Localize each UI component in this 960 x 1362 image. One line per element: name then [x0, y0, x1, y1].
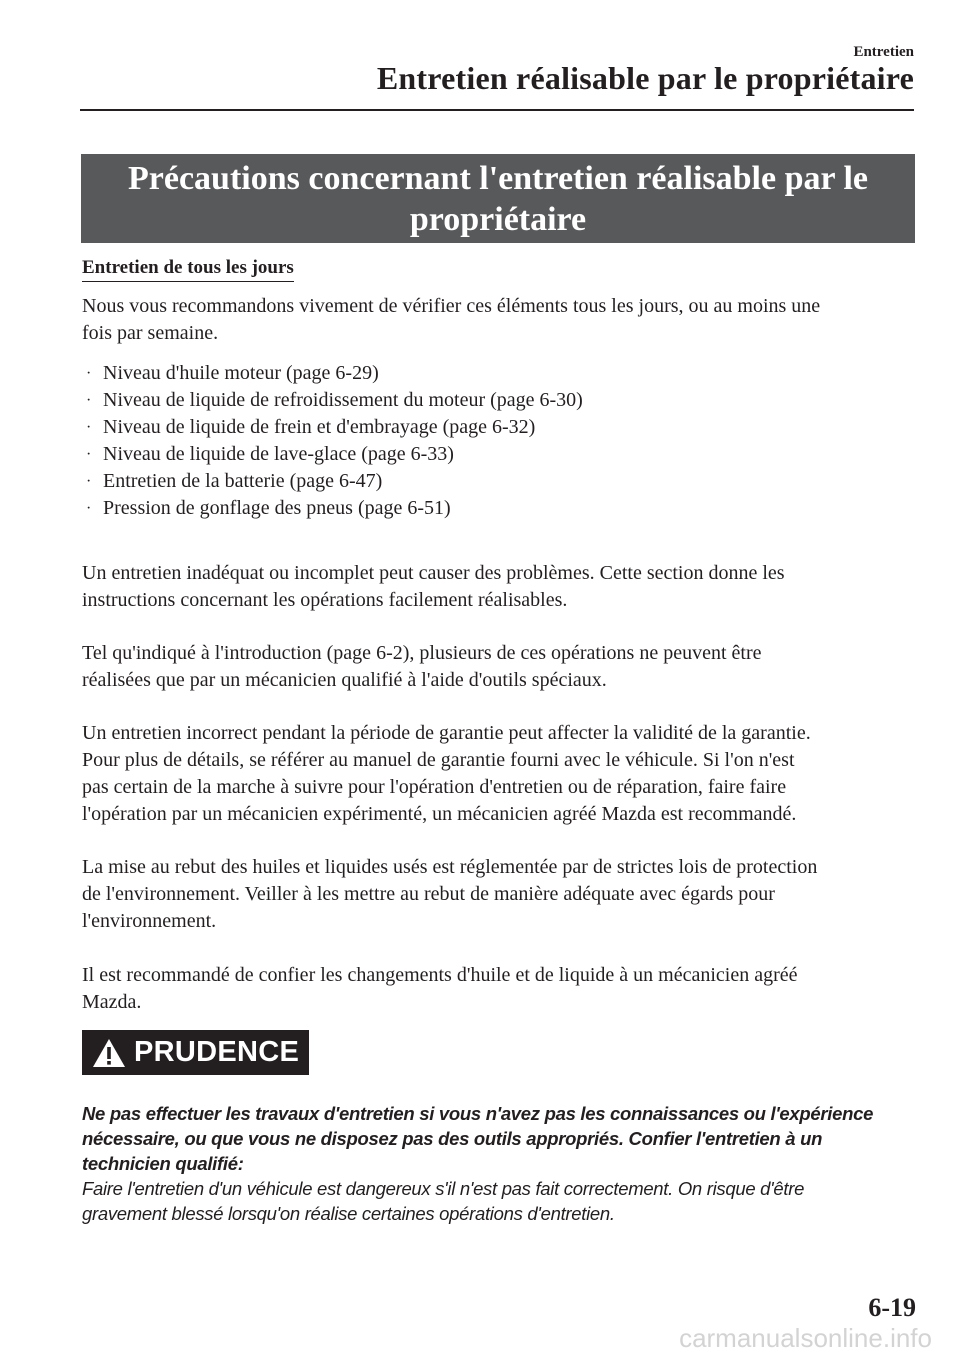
- text-line: instructions concernant les opérations facilement réalisables.: [82, 589, 568, 611]
- text-line: l'opération par un mécanicien expérimenté, un mécanicien agréé Mazda est recommandé.: [82, 803, 797, 825]
- paragraph-inadequate-maintenance: [82, 560, 920, 614]
- intro-paragraph: [82, 293, 920, 347]
- subheading-daily-maintenance: Entretien de tous les jours: [82, 257, 294, 282]
- bullet-icon: ·: [86, 419, 92, 436]
- text-line: pas certain de la marche à suivre pour l'opération d'entretien ou de réparation, faire faire: [82, 776, 787, 798]
- text-line: Pour plus de détails, se référer au manuel de garantie fourni avec le véhicule. Si l'on n'est: [82, 749, 795, 771]
- section-title-banner: [81, 154, 915, 243]
- caution-line: Faire l'entretien d'un véhicule est dangereux s'il n'est pas fait correctement. On risque d'être: [82, 1178, 805, 1199]
- text-line: Nous vous recommandons vivement de vérifier ces éléments tous les jours, ou au moins une: [82, 295, 821, 317]
- list-item: · Niveau de liquide de frein et d'embrayage (page 6-32): [86, 414, 583, 441]
- text-line: Un entretien incorrect pendant la période de garantie peut affecter la validité de la garantie.: [82, 722, 811, 744]
- text-line: Tel qu'indiqué à l'introduction (page 6-2), plusieurs de ces opérations ne peuvent être: [82, 642, 762, 664]
- list-item: · Niveau de liquide de refroidissement du moteur (page 6-30): [86, 387, 583, 414]
- header-divider: [80, 109, 914, 111]
- text-line: réalisées que par un mécanicien qualifié à l'aide d'outils spéciaux.: [82, 669, 607, 691]
- list-item: · Niveau d'huile moteur (page 6-29): [86, 360, 583, 387]
- text-line: Mazda.: [82, 991, 142, 1013]
- daily-check-list: [86, 360, 583, 522]
- section-title-line-1: Précautions concernant l'entretien réalisable par le: [128, 160, 868, 197]
- caution-message: [82, 1101, 920, 1226]
- watermark: carmanualsonline.info: [679, 1323, 932, 1353]
- caution-bold-line: nécessaire, ou que vous ne disposez pas des outils appropriés. Confier l'entretien à un: [82, 1128, 823, 1149]
- caution-label-box: [82, 1030, 309, 1075]
- bullet-icon: ·: [86, 473, 92, 490]
- list-item: · Niveau de liquide de lave-glace (page 6-33): [86, 441, 583, 468]
- paragraph-oil-change: [82, 962, 920, 1016]
- section-title-line-2: propriétaire: [409, 201, 587, 238]
- bullet-icon: ·: [86, 446, 92, 463]
- caution-label: PRUDENCE: [134, 1036, 300, 1068]
- text-line: de l'environnement. Veiller à les mettre au rebut de manière adéquate avec égards pour: [82, 883, 775, 905]
- running-header-chapter: Entretien réalisable par le propriétaire: [376, 60, 914, 96]
- bullet-icon: ·: [86, 500, 92, 517]
- list-item: · Entretien de la batterie (page 6-47): [86, 468, 583, 495]
- running-header-section: Entretien: [853, 44, 914, 60]
- paragraph-disposal: [82, 854, 920, 935]
- bullet-icon: ·: [86, 392, 92, 409]
- paragraph-warranty: [82, 720, 920, 828]
- text-line: Il est recommandé de confier les changements d'huile et de liquide à un mécanicien agréé: [82, 964, 798, 986]
- caution-bold-line: Ne pas effectuer les travaux d'entretien si vous n'avez pas les connaissances ou l'expérience: [82, 1103, 874, 1124]
- text-line: Un entretien inadéquat ou incomplet peut causer des problèmes. Cette section donne les: [82, 562, 785, 584]
- page-number: 6-19: [868, 1293, 916, 1322]
- warning-triangle-icon: [92, 1038, 126, 1068]
- caution-line: gravement blessé lorsqu'on réalise certaines opérations d'entretien.: [82, 1203, 615, 1224]
- text-line: l'environnement.: [82, 910, 217, 932]
- text-line: fois par semaine.: [82, 322, 219, 344]
- bullet-icon: ·: [86, 365, 92, 382]
- caution-bold-line: technicien qualifié:: [82, 1153, 244, 1174]
- text-line: La mise au rebut des huiles et liquides usés est réglementée par de strictes lois de protection: [82, 856, 818, 878]
- paragraph-qualified-mechanic: [82, 640, 920, 694]
- list-item: · Pression de gonflage des pneus (page 6-51): [86, 495, 583, 522]
